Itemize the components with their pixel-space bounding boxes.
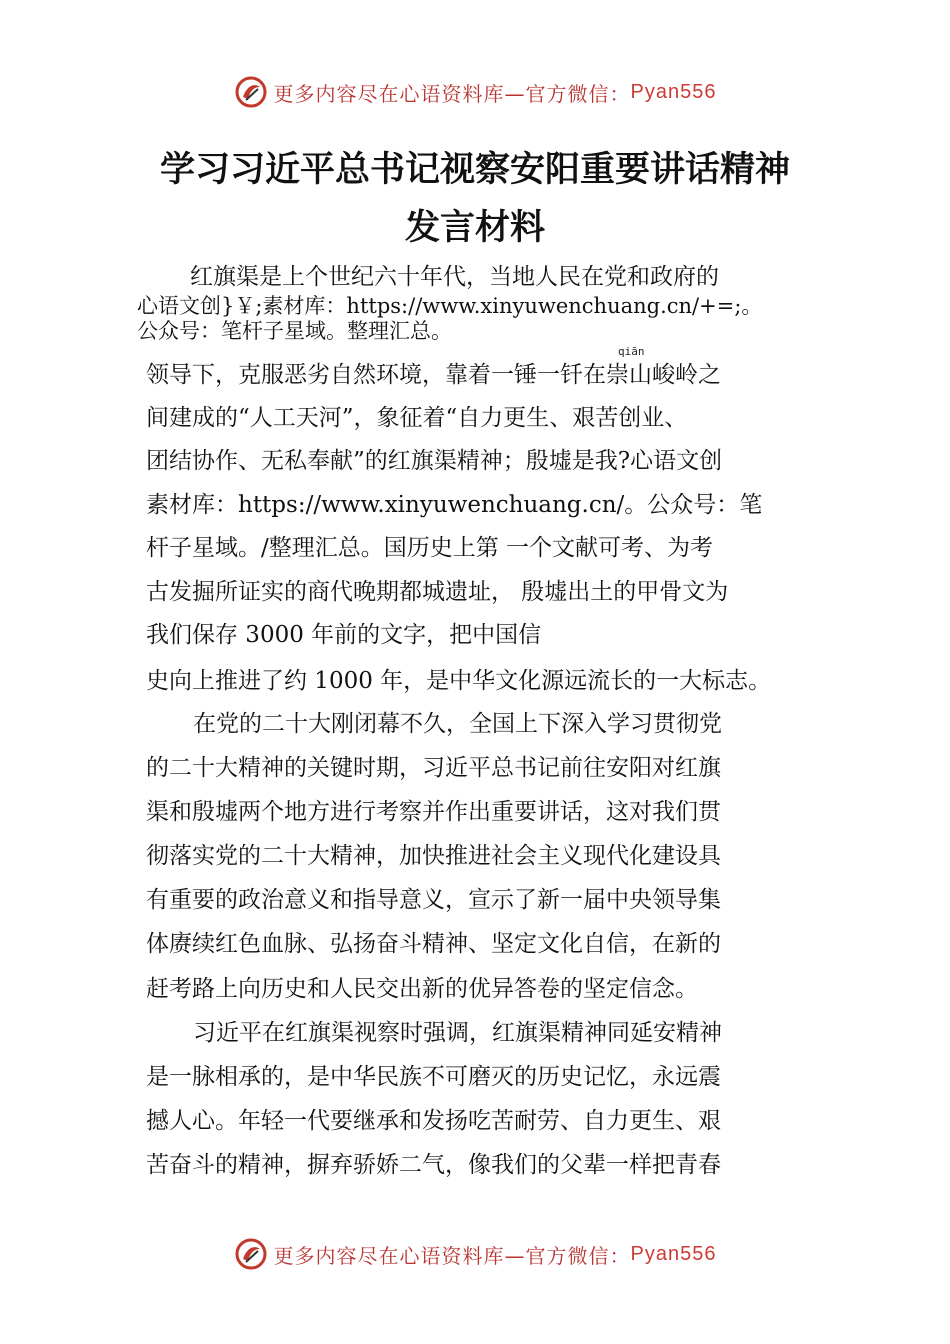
body-line: 领导下，克服恶劣自然环境，靠着一锤一钎在崇山峻岭之 bbox=[146, 362, 721, 388]
body-line: 是一脉相承的，是中华民族不可磨灭的历史记忆，永远震 bbox=[146, 1064, 721, 1090]
body-line: 间建成的“人工天河”，象征着“自力更生、艰苦创业、 bbox=[146, 405, 688, 431]
body-line: 古发掘所证实的商代晚期都城遗址， 殷墟出土的甲骨文为 bbox=[146, 579, 729, 605]
body-line: 杆子星域。/整理汇总。国历史上第 一个文献可考、为考 bbox=[146, 535, 714, 561]
body-line: 体赓续红色血脉、弘扬奋斗精神、坚定文化自信，在新的 bbox=[146, 931, 721, 957]
body-line: 我们保存 3000 年前的文字，把中国信 bbox=[146, 622, 542, 648]
document-title-line-2: 发言材料 bbox=[404, 208, 545, 248]
banner-text: 更多内容尽在心语资料库—官方微信： bbox=[273, 1243, 631, 1268]
body-line: 习近平在红旗渠视察时强调，红旗渠精神同延安精神 bbox=[193, 1020, 722, 1046]
body-line: 在党的二十大刚闭幕不久，全国上下深入学习贯彻党 bbox=[193, 711, 722, 737]
body-line: 团结协作、无私奉献”的红旗渠精神；殷墟是我?心语文创 bbox=[146, 448, 723, 474]
body-line: 渠和殷墟两个地方进行考察并作出重要讲话，这对我们贯 bbox=[146, 799, 721, 825]
banner-wechat-id: Pyan556 bbox=[630, 1242, 717, 1265]
body-line: 红旗渠是上个世纪六十年代，当地人民在党和政府的 bbox=[190, 264, 719, 290]
banner-text: 更多内容尽在心语资料库—官方微信： bbox=[273, 81, 631, 106]
body-line: 苦奋斗的精神，摒弃骄娇二气，像我们的父辈一样把青春 bbox=[146, 1152, 721, 1178]
document-title-line-1: 学习习近平总书记视察安阳重要讲话精神 bbox=[159, 150, 790, 190]
body-line: 赶考路上向历史和人民交出新的优异答卷的坚定信念。 bbox=[146, 976, 698, 1002]
logo-icon bbox=[234, 1237, 268, 1271]
body-line: 史向上推进了约 1000 年，是中华文化源远流长的一大标志。 bbox=[146, 668, 772, 694]
body-line: 撼人心。年轻一代要继承和发扬吃苦耐劳、自力更生、艰 bbox=[146, 1108, 721, 1134]
banner-wechat-id: Pyan556 bbox=[630, 80, 717, 103]
logo-icon bbox=[234, 75, 268, 109]
footer-banner bbox=[0, 1234, 950, 1274]
body-line: 素材库：https://www.xinyuwenchuang.cn/。公众号：笔 bbox=[146, 492, 763, 518]
body-line: 有重要的政治意义和指导意义，宣示了新一届中央领导集 bbox=[146, 887, 721, 913]
watermark-line: 心语文创}￥;素材库：https://www.xinyuwenchuang.cn/+=;。 bbox=[137, 294, 763, 318]
watermark-line: 公众号：笔杆子星域。整理汇总。 bbox=[137, 319, 452, 343]
body-line: 彻落实党的二十大精神，加快推进社会主义现代化建设具 bbox=[146, 843, 721, 869]
body-line: 的二十大精神的关键时期，习近平总书记前往安阳对红旗 bbox=[146, 755, 721, 781]
header-banner bbox=[0, 72, 950, 112]
pinyin-annotation: qiān bbox=[618, 345, 645, 358]
